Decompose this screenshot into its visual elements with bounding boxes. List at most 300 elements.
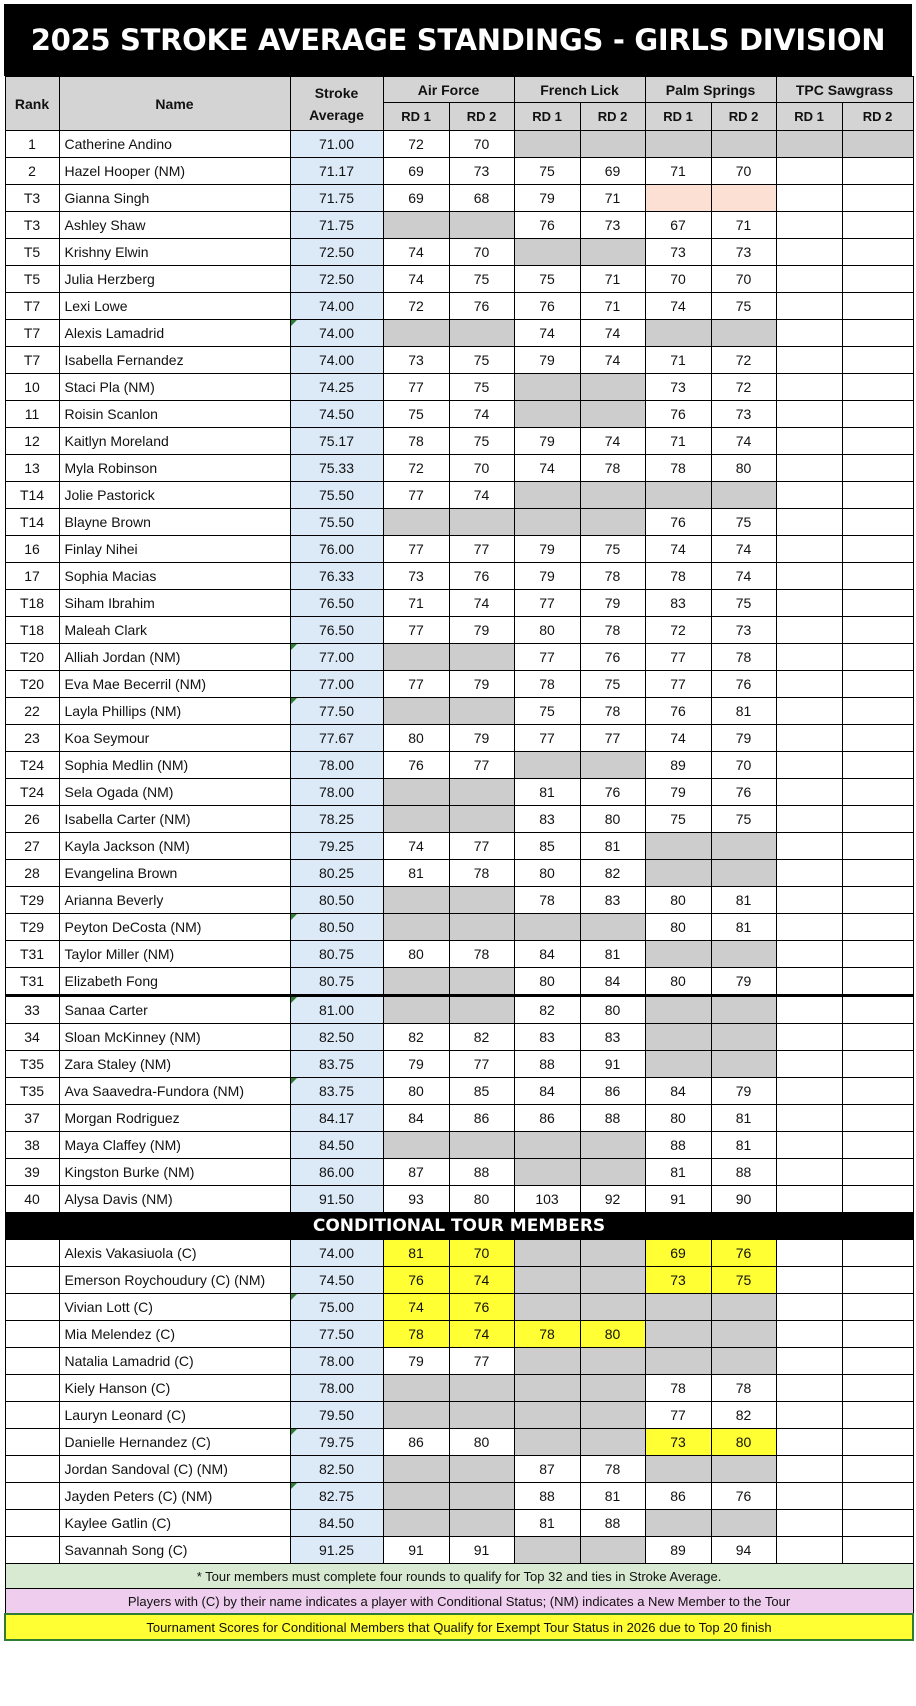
- round-score-cell: 75: [449, 428, 514, 455]
- rank-cell: T7: [5, 347, 59, 374]
- round-score-cell: [776, 617, 842, 644]
- standings-row: [5, 293, 913, 320]
- round-score-cell: [645, 320, 711, 347]
- round-score-cell: [776, 401, 842, 428]
- round-score-cell: [776, 644, 842, 671]
- rank-cell: T20: [5, 644, 59, 671]
- round-score-cell: [776, 239, 842, 266]
- stroke-average-value: 71.75: [318, 190, 355, 206]
- rank-cell: [5, 1348, 59, 1375]
- round-score-cell: 78: [449, 941, 514, 968]
- round-score-cell: 76: [711, 1483, 776, 1510]
- round-score-cell: 80: [645, 1105, 711, 1132]
- round-score-cell: 88: [580, 1510, 645, 1537]
- round-score-cell: [645, 1510, 711, 1537]
- round-score-cell: [842, 347, 913, 374]
- player-name-cell: Arianna Beverly: [59, 887, 290, 914]
- round-score-cell: 74: [580, 428, 645, 455]
- round-score-cell: 76: [645, 401, 711, 428]
- round-score-cell: 79: [449, 725, 514, 752]
- stroke-average-cell: [290, 374, 383, 401]
- round-score-cell: 76: [383, 1267, 449, 1294]
- round-score-cell: 76: [711, 1240, 776, 1267]
- standings-row: [5, 698, 913, 725]
- player-name-cell: Myla Robinson: [59, 455, 290, 482]
- round-score-cell: [580, 1537, 645, 1564]
- round-score-cell: 73: [711, 617, 776, 644]
- round-score-cell: [842, 1186, 913, 1213]
- round-score-cell: 89: [645, 1537, 711, 1564]
- stroke-average-cell: [290, 185, 383, 212]
- player-name-cell: Lauryn Leonard (C): [59, 1402, 290, 1429]
- player-name-cell: Sela Ogada (NM): [59, 779, 290, 806]
- stroke-average-value: 83.75: [318, 1056, 355, 1072]
- stroke-average-value: 75.50: [318, 487, 355, 503]
- standings-row: [5, 617, 913, 644]
- player-name-cell: Catherine Andino: [59, 131, 290, 158]
- standings-row: [5, 482, 913, 509]
- round-score-cell: 69: [580, 158, 645, 185]
- round-score-cell: [645, 1321, 711, 1348]
- rank-cell: 28: [5, 860, 59, 887]
- round-score-cell: 74: [645, 293, 711, 320]
- round-score-cell: [449, 1483, 514, 1510]
- rank-cell: 23: [5, 725, 59, 752]
- standings-row: [5, 644, 913, 671]
- round-score-cell: [776, 914, 842, 941]
- conditional-row: [5, 1267, 913, 1294]
- stroke-average-cell: [290, 996, 383, 1024]
- round-score-cell: [776, 1024, 842, 1051]
- round-score-cell: 69: [645, 1240, 711, 1267]
- stroke-average-value: 76.00: [318, 541, 355, 557]
- round-score-cell: 81: [711, 698, 776, 725]
- round-score-cell: [842, 941, 913, 968]
- conditional-row: [5, 1537, 913, 1564]
- round-score-cell: [842, 428, 913, 455]
- round-score-cell: 74: [383, 1294, 449, 1321]
- stroke-average-value: 77.50: [318, 703, 355, 719]
- round-score-cell: [514, 1537, 580, 1564]
- stroke-average-cell: [290, 1294, 383, 1321]
- comment-indicator-icon: [291, 1294, 297, 1300]
- stroke-average-cell: [290, 941, 383, 968]
- standings-row: [5, 509, 913, 536]
- round-score-cell: [514, 239, 580, 266]
- round-score-cell: [842, 617, 913, 644]
- round-score-cell: 80: [514, 860, 580, 887]
- round-score-cell: [842, 455, 913, 482]
- round-score-cell: [776, 1240, 842, 1267]
- round-score-cell: 90: [711, 1186, 776, 1213]
- stroke-average-cell: [290, 617, 383, 644]
- standings-row: [5, 1132, 913, 1159]
- stroke-average-cell: [290, 401, 383, 428]
- round-score-cell: [776, 536, 842, 563]
- round-score-cell: [711, 1294, 776, 1321]
- round-score-cell: [842, 1321, 913, 1348]
- round-score-cell: [776, 1267, 842, 1294]
- round-score-cell: 80: [383, 941, 449, 968]
- round-score-cell: [776, 509, 842, 536]
- round-score-cell: 80: [645, 968, 711, 996]
- round-score-cell: 87: [383, 1159, 449, 1186]
- stroke-average-cell: [290, 1510, 383, 1537]
- rank-cell: [5, 1240, 59, 1267]
- stroke-average-cell: [290, 131, 383, 158]
- round-score-cell: [842, 1240, 913, 1267]
- round-score-cell: [842, 563, 913, 590]
- round-score-cell: 79: [645, 779, 711, 806]
- round-score-cell: [842, 1429, 913, 1456]
- rank-cell: 10: [5, 374, 59, 401]
- round-score-cell: [842, 482, 913, 509]
- round-score-cell: 91: [645, 1186, 711, 1213]
- stroke-average-value: 75.17: [318, 433, 355, 449]
- round-score-cell: 82: [711, 1402, 776, 1429]
- round-score-cell: [383, 644, 449, 671]
- stroke-average-cell: [290, 455, 383, 482]
- comment-indicator-icon: [291, 644, 297, 650]
- round-score-cell: [514, 1159, 580, 1186]
- round-score-cell: 88: [711, 1159, 776, 1186]
- round-score-cell: 76: [645, 509, 711, 536]
- round-score-cell: 71: [645, 428, 711, 455]
- round-score-cell: [842, 293, 913, 320]
- standings-row: [5, 185, 913, 212]
- round-score-cell: [711, 1510, 776, 1537]
- rank-cell: [5, 1510, 59, 1537]
- round-score-cell: [842, 1537, 913, 1564]
- stroke-average-value: 71.17: [318, 163, 355, 179]
- round-score-cell: 75: [514, 266, 580, 293]
- standings-row: [5, 131, 913, 158]
- round-score-cell: [776, 374, 842, 401]
- round-score-cell: 84: [645, 1078, 711, 1105]
- round-score-cell: 73: [383, 563, 449, 590]
- stroke-average-cell: [290, 1375, 383, 1402]
- round-score-cell: [776, 806, 842, 833]
- standings-row: [5, 1078, 913, 1105]
- stroke-average-header: Stroke Average: [290, 77, 383, 131]
- rank-cell: T18: [5, 590, 59, 617]
- round-score-cell: [776, 428, 842, 455]
- rank-cell: [5, 1483, 59, 1510]
- round-score-cell: 91: [449, 1537, 514, 1564]
- round-score-cell: 80: [449, 1186, 514, 1213]
- round-score-cell: [645, 1051, 711, 1078]
- player-name-cell: Kaitlyn Moreland: [59, 428, 290, 455]
- stroke-average-value: 74.50: [318, 1272, 355, 1288]
- round-score-cell: 80: [711, 455, 776, 482]
- rank-cell: [5, 1294, 59, 1321]
- round-score-cell: [449, 1402, 514, 1429]
- round-score-cell: 78: [645, 563, 711, 590]
- round-score-cell: 79: [514, 536, 580, 563]
- stroke-average-value: 91.50: [318, 1191, 355, 1207]
- player-name-cell: Ashley Shaw: [59, 212, 290, 239]
- round-score-cell: [449, 1510, 514, 1537]
- round-score-cell: 72: [645, 617, 711, 644]
- round-score-cell: [776, 698, 842, 725]
- player-name-cell: Siham Ibrahim: [59, 590, 290, 617]
- round-score-cell: [776, 158, 842, 185]
- rank-cell: T35: [5, 1051, 59, 1078]
- player-name-cell: Kingston Burke (NM): [59, 1159, 290, 1186]
- stroke-average-cell: [290, 1456, 383, 1483]
- round-score-cell: [514, 374, 580, 401]
- round-score-cell: [580, 1375, 645, 1402]
- round-score-cell: [776, 968, 842, 996]
- round-score-cell: 88: [514, 1483, 580, 1510]
- stroke-average-value: 72.50: [318, 244, 355, 260]
- round-score-cell: [383, 887, 449, 914]
- round-score-cell: 82: [580, 860, 645, 887]
- conditional-row: [5, 1240, 913, 1267]
- rank-cell: [5, 1456, 59, 1483]
- round-score-cell: [776, 860, 842, 887]
- stroke-average-value: 81.00: [318, 1002, 355, 1018]
- round-score-cell: [580, 1240, 645, 1267]
- stroke-average-cell: [290, 428, 383, 455]
- round-score-cell: 84: [580, 968, 645, 996]
- rank-cell: T24: [5, 779, 59, 806]
- stroke-average-cell: [290, 1132, 383, 1159]
- round-score-cell: [776, 482, 842, 509]
- round-score-cell: [645, 482, 711, 509]
- round-score-cell: 91: [383, 1537, 449, 1564]
- round-score-cell: 69: [383, 158, 449, 185]
- round-score-cell: 79: [514, 347, 580, 374]
- conditional-row: [5, 1510, 913, 1537]
- round-score-cell: 77: [645, 644, 711, 671]
- round-score-cell: 81: [711, 914, 776, 941]
- round-score-cell: [449, 968, 514, 996]
- round-score-cell: 82: [383, 1024, 449, 1051]
- round-score-cell: [711, 860, 776, 887]
- standings-row: [5, 671, 913, 698]
- round-score-cell: 84: [514, 1078, 580, 1105]
- round-score-cell: 71: [383, 590, 449, 617]
- stroke-average-cell: [290, 1402, 383, 1429]
- conditional-row: [5, 1294, 913, 1321]
- round-header: RD 1: [514, 103, 580, 131]
- round-score-cell: 73: [645, 239, 711, 266]
- round-score-cell: [580, 401, 645, 428]
- round-score-cell: [776, 1375, 842, 1402]
- player-name-cell: Maleah Clark: [59, 617, 290, 644]
- round-score-cell: 78: [514, 887, 580, 914]
- player-name-cell: Ava Saavedra-Fundora (NM): [59, 1078, 290, 1105]
- player-name-cell: Danielle Hernandez (C): [59, 1429, 290, 1456]
- round-score-cell: 74: [449, 482, 514, 509]
- round-score-cell: 74: [580, 347, 645, 374]
- round-score-cell: [842, 374, 913, 401]
- player-name-cell: Elizabeth Fong: [59, 968, 290, 996]
- round-score-cell: 70: [449, 455, 514, 482]
- round-score-cell: [580, 131, 645, 158]
- player-name-cell: Sanaa Carter: [59, 996, 290, 1024]
- round-score-cell: [842, 1348, 913, 1375]
- course-header-air-force: Air Force: [383, 77, 514, 103]
- round-score-cell: [776, 320, 842, 347]
- round-score-cell: 84: [383, 1105, 449, 1132]
- round-score-cell: 82: [514, 996, 580, 1024]
- standings-row: [5, 725, 913, 752]
- round-score-cell: [514, 1240, 580, 1267]
- round-score-cell: 74: [645, 536, 711, 563]
- round-score-cell: 76: [580, 644, 645, 671]
- standings-row: [5, 536, 913, 563]
- round-score-cell: 79: [514, 563, 580, 590]
- round-score-cell: 72: [711, 374, 776, 401]
- stroke-average-value: 78.25: [318, 811, 355, 827]
- round-score-cell: 76: [711, 779, 776, 806]
- round-score-cell: [580, 509, 645, 536]
- round-header: RD 1: [383, 103, 449, 131]
- round-score-cell: [776, 455, 842, 482]
- stroke-average-value: 80.75: [318, 946, 355, 962]
- round-score-cell: 75: [711, 806, 776, 833]
- stroke-average-cell: [290, 482, 383, 509]
- course-header-french-lick: French Lick: [514, 77, 645, 103]
- round-score-cell: [514, 752, 580, 779]
- stroke-average-value: 76.50: [318, 595, 355, 611]
- round-score-cell: [514, 914, 580, 941]
- rank-cell: T29: [5, 914, 59, 941]
- round-score-cell: [842, 968, 913, 996]
- rank-header: Rank: [5, 77, 59, 131]
- round-score-cell: [842, 996, 913, 1024]
- conditional-row: [5, 1456, 913, 1483]
- round-header: RD 2: [449, 103, 514, 131]
- round-score-cell: 81: [580, 1483, 645, 1510]
- standings-row: [5, 1051, 913, 1078]
- round-score-cell: 75: [711, 1267, 776, 1294]
- player-name-cell: Blayne Brown: [59, 509, 290, 536]
- round-score-cell: 73: [645, 374, 711, 401]
- stroke-average-value: 77.50: [318, 1326, 355, 1342]
- round-score-cell: [776, 779, 842, 806]
- standings-row: [5, 1186, 913, 1213]
- round-score-cell: 71: [580, 293, 645, 320]
- round-score-cell: [449, 698, 514, 725]
- round-score-cell: [514, 1375, 580, 1402]
- rank-cell: [5, 1375, 59, 1402]
- round-score-cell: [842, 590, 913, 617]
- comment-indicator-icon: [291, 914, 297, 920]
- round-score-cell: 75: [514, 158, 580, 185]
- stroke-average-value: 75.33: [318, 460, 355, 476]
- round-score-cell: 83: [514, 806, 580, 833]
- round-score-cell: [514, 1429, 580, 1456]
- stroke-average-cell: [290, 320, 383, 347]
- round-score-cell: 81: [580, 941, 645, 968]
- round-score-cell: [842, 806, 913, 833]
- round-score-cell: [514, 1294, 580, 1321]
- page-title: 2025 STROKE AVERAGE STANDINGS - GIRLS DIVISION: [4, 4, 912, 76]
- round-score-cell: [842, 1132, 913, 1159]
- round-score-cell: [580, 239, 645, 266]
- round-header: RD 2: [711, 103, 776, 131]
- standings-row: [5, 455, 913, 482]
- round-score-cell: 80: [645, 887, 711, 914]
- round-score-cell: 79: [711, 725, 776, 752]
- round-score-cell: 67: [645, 212, 711, 239]
- round-score-cell: [776, 1348, 842, 1375]
- stroke-average-value: 84.17: [318, 1110, 355, 1126]
- round-score-cell: [776, 347, 842, 374]
- round-score-cell: 78: [580, 617, 645, 644]
- round-score-cell: [776, 212, 842, 239]
- stroke-average-cell: [290, 1051, 383, 1078]
- round-score-cell: [580, 752, 645, 779]
- round-score-cell: 86: [383, 1429, 449, 1456]
- stroke-average-value: 76.50: [318, 622, 355, 638]
- round-score-cell: 76: [449, 1294, 514, 1321]
- round-score-cell: 75: [645, 806, 711, 833]
- standings-row: [5, 806, 913, 833]
- standings-row: [5, 779, 913, 806]
- stroke-average-cell: [290, 698, 383, 725]
- round-score-cell: [776, 185, 842, 212]
- round-score-cell: [711, 1348, 776, 1375]
- round-score-cell: 73: [383, 347, 449, 374]
- stroke-average-value: 84.50: [318, 1515, 355, 1531]
- round-score-cell: [776, 131, 842, 158]
- round-score-cell: [449, 806, 514, 833]
- stroke-average-cell: [290, 1483, 383, 1510]
- round-score-cell: 86: [645, 1483, 711, 1510]
- round-score-cell: 80: [383, 725, 449, 752]
- round-score-cell: [580, 1348, 645, 1375]
- rank-cell: T5: [5, 239, 59, 266]
- round-score-cell: [383, 1483, 449, 1510]
- stroke-average-cell: [290, 1186, 383, 1213]
- round-score-cell: [383, 1456, 449, 1483]
- standings-row: [5, 1105, 913, 1132]
- round-score-cell: [383, 698, 449, 725]
- stroke-average-value: 86.00: [318, 1164, 355, 1180]
- standings-row: [5, 752, 913, 779]
- rank-cell: 39: [5, 1159, 59, 1186]
- rank-cell: [5, 1321, 59, 1348]
- round-score-cell: [776, 590, 842, 617]
- round-score-cell: [842, 1294, 913, 1321]
- round-score-cell: 74: [711, 428, 776, 455]
- round-score-cell: 79: [711, 1078, 776, 1105]
- round-score-cell: [842, 1375, 913, 1402]
- stroke-average-cell: [290, 1537, 383, 1564]
- round-score-cell: [842, 1024, 913, 1051]
- rank-cell: T29: [5, 887, 59, 914]
- round-score-cell: 77: [383, 482, 449, 509]
- round-score-cell: 75: [449, 266, 514, 293]
- comment-indicator-icon: [291, 997, 297, 1003]
- round-score-cell: [383, 320, 449, 347]
- round-score-cell: [842, 914, 913, 941]
- round-score-cell: 81: [711, 887, 776, 914]
- round-score-cell: [776, 1105, 842, 1132]
- round-score-cell: 85: [449, 1078, 514, 1105]
- round-score-cell: [645, 185, 711, 212]
- standings-table: [4, 76, 914, 1641]
- name-header: Name: [59, 77, 290, 131]
- stroke-average-cell: [290, 239, 383, 266]
- round-score-cell: [449, 1375, 514, 1402]
- section-header-row: [5, 1213, 913, 1240]
- stroke-average-cell: [290, 914, 383, 941]
